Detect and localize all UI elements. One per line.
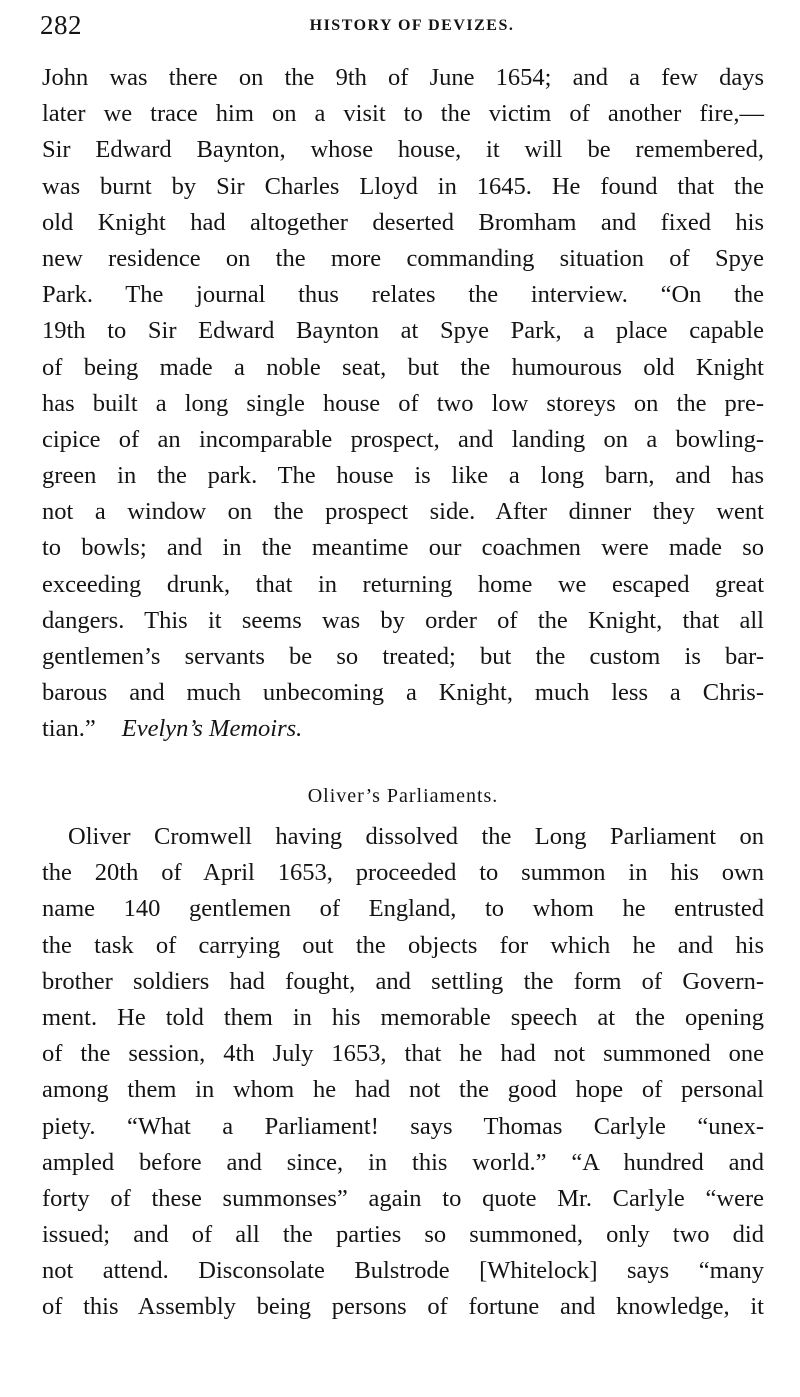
text-line: ampled before and since, in this world.” “A hundred and <box>42 1148 764 1176</box>
text-line: ment. He told them in his memorable speech at the opening <box>42 1003 764 1031</box>
source-citation: Evelyn’s Memoirs. <box>121 715 303 743</box>
text-line: later we trace him on a visit to the victim of another fire,— <box>42 100 764 128</box>
text-line: not a window on the prospect side. After dinner they went <box>42 498 764 526</box>
text-line: barous and much unbecoming a Knight, much less a Chris- <box>42 679 764 707</box>
text-line: Sir Edward Baynton, whose house, it will be remembered, <box>42 136 764 164</box>
text-line: piety. “What a Parliament! says Thomas Carlyle “unex- <box>42 1112 764 1140</box>
text-line: cipice of an incomparable prospect, and landing on a bowling- <box>42 425 764 453</box>
text-line: the task of carrying out the objects for which he and his <box>42 931 764 959</box>
text-line: of the session, 4th July 1653, that he had not summoned one <box>42 1040 764 1068</box>
text-line: John was there on the 9th of June 1654; and a few days <box>42 64 764 91</box>
text-line: dangers. This it seems was by order of the Knight, that all <box>42 606 764 634</box>
text-line: of this Assembly being persons of fortune and knowledge, it <box>42 1293 764 1321</box>
text-line: 19th to Sir Edward Baynton at Spye Park, a place capable <box>42 317 764 345</box>
text-line: not attend. Disconsolate Bulstrode [Whitelock] says “many <box>42 1257 764 1285</box>
text-line: was burnt by Sir Charles Lloyd in 1645. He found that the <box>42 172 764 200</box>
text-line: to bowls; and in the meantime our coachmen were made so <box>42 534 764 562</box>
section-heading: Oliver’s Parliaments. <box>307 785 499 807</box>
text-line-final <box>42 711 764 747</box>
text-line: gentlemen’s servants be so treated; but the custom is bar- <box>42 643 764 670</box>
text-line: the 20th of April 1653, proceeded to summon in his own <box>42 859 764 887</box>
closing-quote-text: tian.” <box>42 715 96 743</box>
paragraph-cromwell-parliament <box>42 819 764 1326</box>
page-number: 282 <box>40 10 82 40</box>
text-line: has built a long single house of two low storeys on the pre- <box>42 389 764 417</box>
text-line: Park. The journal thus relates the interview. “On the <box>42 281 764 309</box>
text-line: among them in whom he had not the good hope of personal <box>42 1076 764 1104</box>
text-line: issued; and of all the parties so summoned, only two did <box>42 1221 764 1249</box>
running-title: HISTORY OF DEVIZES. <box>309 17 515 34</box>
text-line: brother soldiers had fought, and settling the form of Govern- <box>42 967 764 995</box>
text-line: green in the park. The house is like a long barn, and has <box>42 462 764 490</box>
text-line: of being made a noble seat, but the humourous old Knight <box>42 353 764 381</box>
text-line-first: Oliver Cromwell having dissolved the Long Parliament on <box>68 823 764 850</box>
text-line: old Knight had altogether deserted Bromham and fixed his <box>42 208 764 236</box>
paragraph-evelyn-visit <box>42 60 764 748</box>
text-line: forty of these summonses” again to quote Mr. Carlyle “were <box>42 1184 764 1212</box>
running-head <box>40 10 762 40</box>
text-line: exceeding drunk, that in returning home we escaped great <box>42 570 764 598</box>
text-line: new residence on the more commanding situation of Spye <box>42 244 764 272</box>
text-line: name 140 gentlemen of England, to whom he entrusted <box>42 895 764 923</box>
